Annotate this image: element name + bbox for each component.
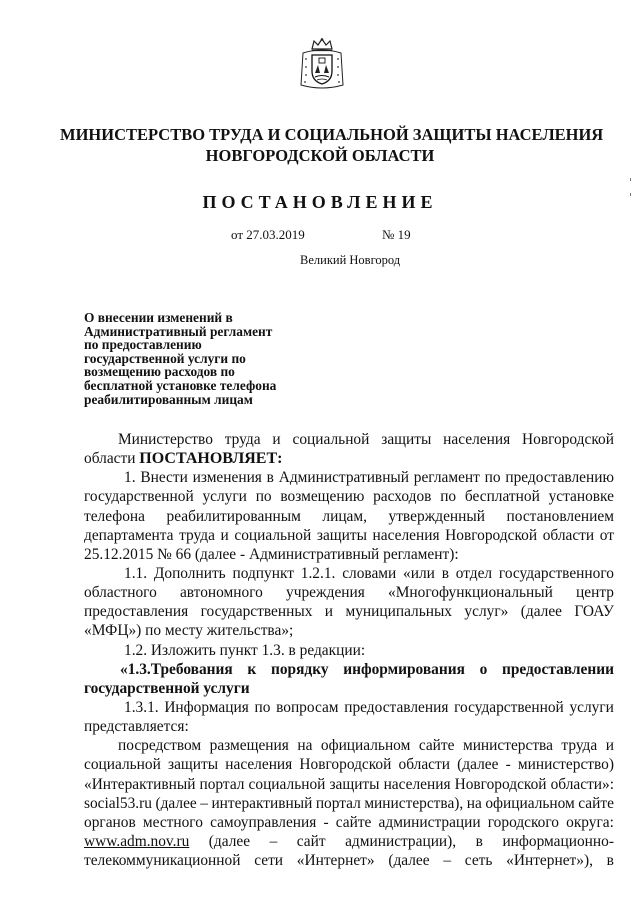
body-line: [84, 832, 614, 851]
body-word: «Интернет»),: [506, 852, 593, 870]
body-word: населения: [383, 775, 451, 793]
body-word: «Интерактивный: [84, 775, 196, 793]
body-line: [84, 851, 614, 870]
body-line: «МФЦ») по месту жительства»;: [84, 622, 294, 640]
body-line: [84, 449, 614, 468]
subject-line: по предоставлению: [84, 337, 202, 353]
body-line: [84, 487, 614, 506]
body-line: [84, 526, 614, 545]
body-word: установке: [548, 488, 614, 506]
body-word: по: [440, 488, 457, 506]
document-type-title: ПОСТАНОВЛЕНИЕ: [202, 192, 438, 212]
body-word: министерства),: [364, 794, 464, 812]
body-word: сайт: [296, 832, 326, 850]
body-word: размещения: [209, 737, 289, 755]
body-word: и: [220, 526, 229, 544]
body-word: телефона: [84, 507, 145, 525]
body-word: словами: [342, 564, 397, 582]
subject-line: О внесении изменений в: [84, 310, 233, 325]
body-word: постановлением: [506, 507, 614, 525]
body-word: порядку: [270, 660, 329, 678]
body-word: официальном: [485, 794, 575, 812]
body-word: «Многофункциональный: [388, 584, 553, 602]
body-word: social53.ru: [84, 794, 152, 812]
body-word: утвержденный: [388, 507, 485, 525]
body-word: Новгородской: [299, 756, 392, 774]
body-word: в: [266, 469, 274, 487]
ministry-name: [60, 124, 604, 166]
body-word: -: [323, 813, 329, 831]
scan-edge-mark: [630, 193, 631, 196]
body-line: [84, 602, 614, 621]
body-word: по: [255, 488, 272, 506]
body-word: Новгородской: [454, 775, 547, 793]
document-subject: [84, 311, 344, 406]
body-line: [84, 583, 614, 602]
body-word: Внести: [140, 469, 188, 487]
body-word: -: [505, 756, 511, 774]
document-city: Великий Новгород: [300, 253, 401, 267]
body-word: администрации: [378, 813, 481, 831]
body-word: вопросам: [276, 698, 339, 716]
body-line: [84, 698, 614, 717]
body-word: сети: [254, 852, 284, 870]
body-word: в: [475, 832, 483, 850]
body-word: предоставлении: [501, 660, 614, 678]
body-text: области: [84, 450, 140, 468]
body-word: (далее: [520, 603, 563, 621]
body-word: области»:: [550, 775, 614, 793]
body-word: труда: [179, 526, 215, 544]
body-word: центр: [576, 584, 614, 602]
body-line: [84, 794, 614, 813]
body-word: социальной: [292, 431, 370, 448]
subject-line: бесплатной установке телефона: [84, 377, 277, 393]
body-word: и: [324, 603, 334, 621]
body-word: к: [247, 660, 257, 678]
body-word: предоставления: [344, 698, 449, 716]
body-word: Административный: [278, 469, 410, 487]
scan-edge-mark: [630, 178, 631, 181]
body-word: –: [443, 852, 452, 870]
body-word: ГОАУ: [574, 603, 614, 621]
body-word: –: [269, 832, 278, 850]
body-word: (далее: [388, 852, 430, 870]
body-word: информирования: [343, 660, 465, 678]
body-word: в: [606, 852, 614, 870]
body-word: автономного: [179, 584, 263, 602]
body-word: защиты: [329, 775, 380, 793]
document-date: от 27.03.2019: [231, 227, 305, 242]
body-word: самоуправления: [210, 813, 317, 831]
body-word: областного: [84, 584, 157, 602]
body-word: на: [297, 737, 313, 755]
body-word: государственных: [200, 603, 313, 621]
body-word: подпункт: [232, 564, 294, 582]
body-word: регламент: [413, 469, 480, 487]
document-body: [84, 430, 614, 870]
body-line: представляется:: [84, 718, 189, 736]
body-line: [84, 468, 614, 487]
novgorod-coat-of-arms-icon: [299, 37, 345, 91]
body-word: в: [441, 564, 449, 582]
body-word: расходов: [373, 488, 432, 506]
body-word: (далее: [155, 794, 197, 812]
body-word: изменения: [192, 469, 262, 487]
body-word: и: [605, 737, 614, 755]
body-word: посредством: [118, 737, 202, 755]
body-word: Информация: [164, 698, 249, 716]
subject-line: Административный регламент: [84, 323, 273, 339]
body-word: по: [254, 698, 271, 716]
body-word: защиты: [316, 526, 367, 544]
body-word: органов: [84, 813, 136, 831]
body-word: информационно-: [502, 832, 614, 850]
body-line: [84, 507, 614, 526]
body-word: от: [599, 526, 614, 544]
body-line: 1.2. Изложить пункт 1.3. в редакции:: [124, 641, 366, 659]
body-word: сеть: [464, 852, 493, 870]
ministry-name-line-1: МИНИСТЕРСТВО ТРУДА И СОЦИАЛЬНОЙ ЗАЩИТЫ НАСЕЛЕНИЯ: [60, 125, 604, 144]
body-word: 1.: [124, 469, 136, 487]
body-word: и: [272, 431, 281, 448]
body-word: услуг»: [464, 603, 509, 621]
website-link[interactable]: www.adm.nov.ru: [84, 832, 190, 850]
body-word: предоставления: [84, 603, 189, 621]
body-word: портал: [199, 775, 245, 793]
body-word: защиты: [381, 431, 432, 448]
body-word: администрации),: [345, 832, 457, 850]
body-word: защиты: [168, 756, 219, 774]
body-word: 1.1.: [124, 564, 148, 582]
body-line: [84, 736, 614, 755]
body-word: –: [200, 794, 208, 812]
body-word: (далее: [457, 756, 499, 774]
body-word: Новгородской: [445, 526, 538, 544]
body-word: лицам,: [322, 507, 367, 525]
body-word: сайте: [335, 813, 372, 831]
body-word: 1.2.1.: [300, 564, 336, 582]
body-line: [84, 564, 614, 583]
body-line: [84, 755, 614, 774]
body-word: населения: [372, 526, 440, 544]
decree-keyword: ПОСТАНОВЛЯЕТ:: [139, 450, 283, 468]
body-word: труда: [224, 431, 261, 448]
body-line: государственной услуги: [84, 679, 250, 697]
body-word: телекоммуникационной: [84, 852, 241, 870]
body-word: населения: [443, 431, 511, 448]
body-word: сайте: [418, 737, 455, 755]
body-word: области: [398, 756, 450, 774]
body-word: социальной: [84, 756, 161, 774]
body-word: Дополнить: [153, 564, 226, 582]
body-word: отдел: [455, 564, 493, 582]
body-word: области: [542, 526, 595, 544]
body-word: бесплатной: [464, 488, 540, 506]
body-word: реабилитированным: [166, 507, 301, 525]
body-line: [84, 660, 614, 679]
body-word: государственной: [454, 698, 564, 716]
body-word: социальной: [234, 526, 312, 544]
body-word: населения: [225, 756, 293, 774]
body-word: «1.3.Требования: [120, 660, 233, 678]
body-word: департамента: [84, 526, 174, 544]
body-word: государственной: [84, 488, 194, 506]
body-word: 1.3.1.: [124, 698, 159, 716]
body-word: услуги: [202, 488, 247, 506]
body-word: «Интернет»: [296, 852, 375, 870]
body-word: Министерство: [118, 431, 213, 448]
body-line: [84, 430, 614, 449]
body-word: городского: [487, 813, 559, 831]
subject-line: государственной услуги по: [84, 350, 246, 366]
body-word: возмещению: [280, 488, 365, 506]
body-word: о: [479, 660, 488, 678]
body-word: социальной: [248, 775, 326, 793]
body-word: государственного: [498, 564, 614, 582]
body-word: муниципальных: [345, 603, 453, 621]
body-word: услуги: [569, 698, 614, 716]
body-line: [84, 813, 614, 832]
body-word: министерство): [517, 756, 614, 774]
body-line: [84, 775, 614, 794]
body-word: «или: [403, 564, 435, 582]
body-word: (далее: [208, 832, 251, 850]
subject-line: возмещению расходов по: [84, 364, 235, 380]
body-word: сайте: [578, 794, 614, 812]
body-word: округа:: [566, 813, 614, 831]
body-word: министерства: [462, 737, 553, 755]
document-number: № 19: [382, 227, 411, 242]
subject-line: реабилитированным лицам: [84, 391, 253, 407]
body-word: труда: [561, 737, 598, 755]
body-word: интерактивный: [211, 794, 313, 812]
body-word: Новгородской: [522, 431, 614, 448]
body-word: портал: [315, 794, 361, 812]
body-word: на: [466, 794, 482, 812]
body-word: официальном: [320, 737, 411, 755]
body-word: местного: [142, 813, 203, 831]
body-line: 25.12.2015 № 66 (далее - Административный регламент):: [84, 545, 459, 563]
body-word: учреждения: [286, 584, 365, 602]
ministry-name-line-2: НОВГОРОДСКОЙ ОБЛАСТИ: [205, 146, 435, 165]
body-word: предоставлению: [505, 469, 614, 487]
body-word: по: [484, 469, 501, 487]
